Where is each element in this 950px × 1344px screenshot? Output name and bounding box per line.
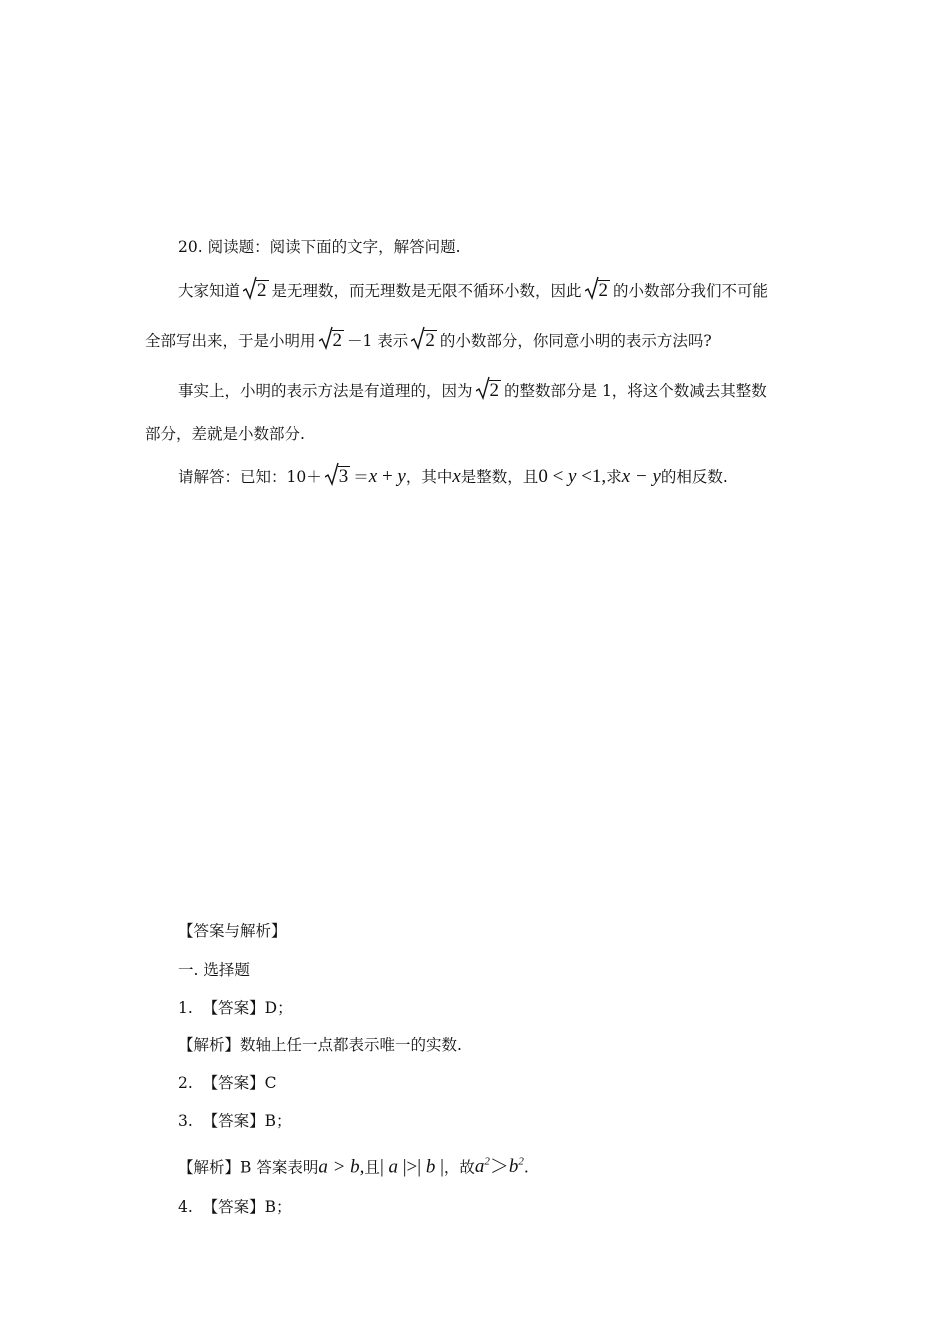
math-b-squared: $b^2$ [508, 1156, 524, 1178]
p2-text-1: 事实上，小明的表示方法是有道理的，因为 [178, 382, 473, 400]
answer-value: D； [264, 999, 293, 1017]
answer-label: 【答案】 [202, 1198, 265, 1216]
answer-3 [178, 1110, 292, 1132]
p3-text-5: 求 [606, 468, 622, 486]
p3-text-1: 请解答：已知：10＋ [178, 468, 322, 486]
answer-number: 2. [178, 1074, 193, 1092]
p3-text-2: ＝ [353, 468, 369, 486]
answer-number: 4. [178, 1198, 193, 1216]
analysis-1 [178, 1034, 462, 1056]
answer-1 [178, 997, 293, 1019]
math-x-plus-y: x [368, 466, 378, 487]
analysis-text: 数轴上任一点都表示唯一的实数. [240, 1036, 462, 1054]
answer-label: 【答案】 [202, 999, 265, 1017]
paragraph-3: 请解答：已知：10＋ 3 ＝x + y，其中x是整数，且0 < y <1,求x − y的相反数. [178, 466, 728, 488]
math-a-gt-b: a > b, [318, 1156, 365, 1178]
answers-header: 【答案与解析】 [178, 922, 287, 940]
analysis-text-pre: B 答案表明 [240, 1158, 319, 1177]
answer-label: 【答案】 [202, 1112, 265, 1130]
paragraph-1-line-2 [145, 330, 712, 352]
p1-text-6: 的小数部分，你同意小明的表示方法吗? [439, 332, 712, 350]
question-title: 20. 阅读题：阅读下面的文字，解答问题. [178, 238, 461, 256]
answer-number: 3. [178, 1112, 193, 1130]
p3-text-4: 是整数，且 [460, 468, 539, 486]
p1-text-1: 大家知道 [178, 282, 241, 300]
answer-value: B； [264, 1112, 292, 1130]
p3-text-6: 的相反数. [660, 468, 728, 486]
analysis-label: 【解析】 [178, 1036, 241, 1054]
p1-text-2: 是无理数，而无理数是无限不循环小数，因此 [271, 282, 582, 300]
analysis-3: 【解析】B 答案表明a > b,且| a |>| b |，故$a^2>b^2$. [178, 1156, 529, 1178]
analysis-text-mid: 且 [364, 1158, 380, 1177]
sqrt-2-symbol: 2 [476, 380, 502, 402]
p1-text-4: 全部写出来，于是小明用 [145, 332, 316, 350]
sqrt-2-symbol: 2 [585, 280, 611, 302]
paragraph-1-line-1 [178, 280, 768, 302]
p2-text-2: 的整数部分是 1，将这个数减去其整数 [504, 382, 767, 400]
math-abs-compare: | a |>| b | [379, 1156, 444, 1178]
paragraph-2-line-2: 部分，差就是小数部分. [145, 425, 305, 443]
section-title: 一. 选择题 [178, 961, 250, 979]
answer-value: C [264, 1074, 277, 1092]
answer-label: 【答案】 [202, 1074, 265, 1092]
answer-2 [178, 1072, 277, 1094]
answer-number: 1. [178, 999, 193, 1017]
p1-text-5: －1 表示 [347, 332, 409, 350]
sqrt-2-symbol: 2 [411, 330, 437, 352]
p3-text-3: ，其中 [405, 468, 453, 486]
analysis-label: 【解析】 [178, 1158, 241, 1177]
answer-value: B； [264, 1198, 292, 1216]
sqrt-3-symbol: 3 [325, 466, 351, 488]
math-inequality: 0 < y <1, [538, 466, 607, 487]
math-x-minus-y: x − y [621, 466, 661, 487]
paragraph-2-line-1 [178, 380, 767, 402]
analysis-text-post: ，故 [443, 1158, 475, 1177]
p1-text-3: 的小数部分我们不可能 [613, 282, 769, 300]
math-a-squared: $a^2$ [474, 1156, 490, 1178]
analysis-text-end: . [523, 1158, 529, 1177]
answer-4 [178, 1196, 292, 1218]
sqrt-2-symbol: 2 [319, 330, 345, 352]
sqrt-2-symbol: 2 [243, 280, 269, 302]
math-x: x [452, 466, 461, 487]
